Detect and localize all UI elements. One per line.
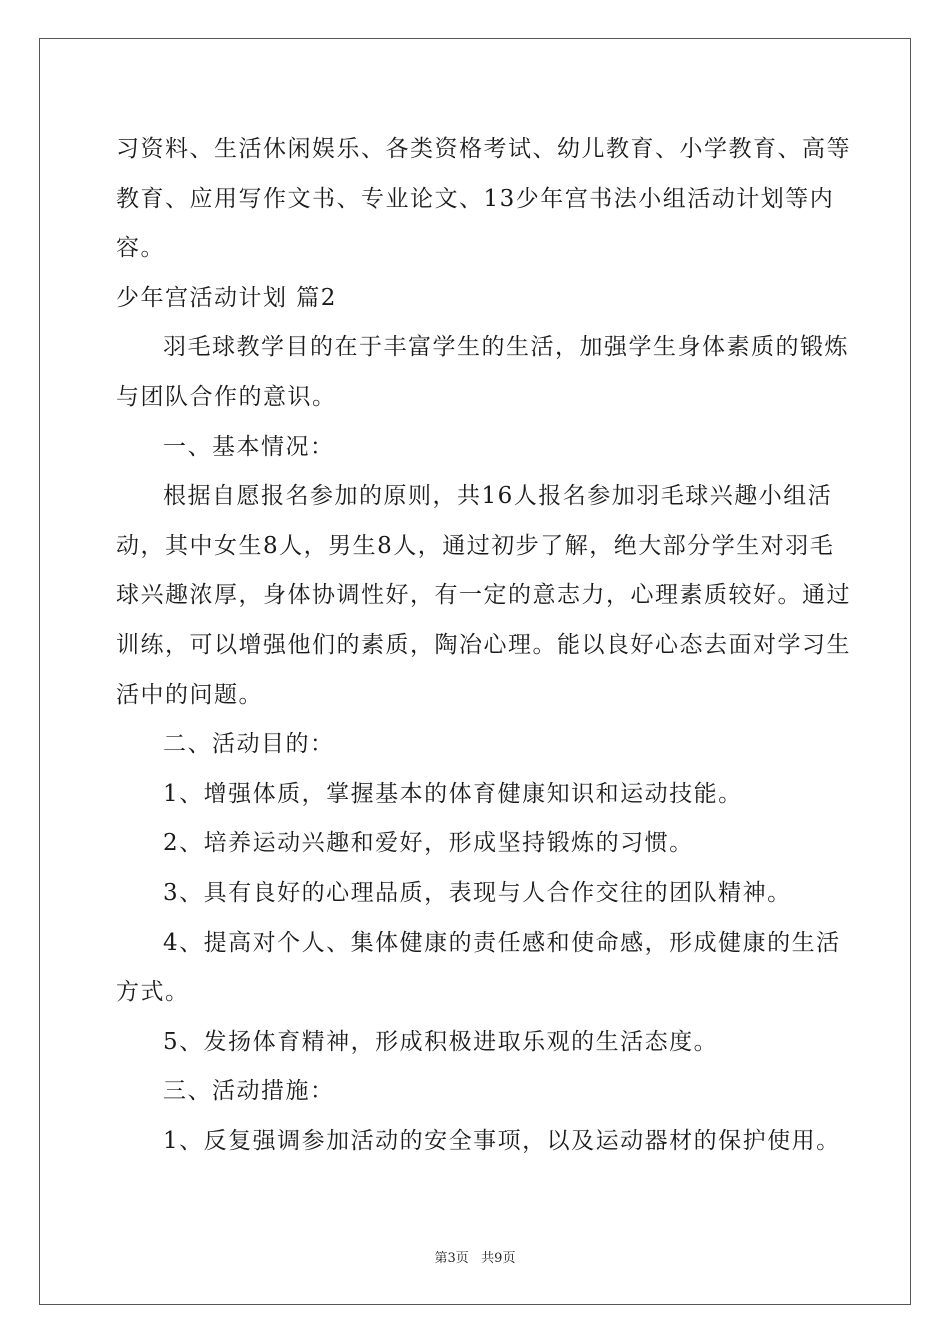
text-line: 训练，可以增强他们的素质，陶冶心理。能以良好心态去面对学习生 [116, 631, 851, 658]
text-line: 容。 [116, 235, 165, 262]
list-item: 4、提高对个人、集体健康的责任感和使命感，形成健康的生活 [163, 929, 841, 956]
list-item: 5、发扬体育精神，形成积极进取乐观的生活态度。 [163, 1028, 719, 1055]
text-line: 球兴趣浓厚，身体协调性好，有一定的意志力，心理素质较好。通过 [116, 582, 851, 609]
list-item: 3、具有良好的心理品质，表现与人合作交往的团队精神。 [163, 879, 792, 906]
text-line: 方式。 [116, 979, 190, 1006]
text-line: 习资料、生活休闲娱乐、各类资格考试、幼儿教育、小学教育、高等 [116, 136, 851, 162]
subsection-heading: 三、活动措施： [163, 1078, 335, 1105]
list-item: 1、反复强调参加活动的安全事项，以及运动器材的保护使用。 [163, 1127, 841, 1154]
list-item: 2、培养运动兴趣和爱好，形成坚持锻炼的习惯。 [163, 830, 694, 857]
text-line: 羽毛球教学目的在于丰富学生的生活，加强学生身体素质的锻炼 [163, 334, 849, 361]
section-heading: 少年宫活动计划 篇2 [116, 284, 337, 311]
subsection-heading: 二、活动目的： [163, 731, 335, 758]
text-line: 根据自愿报名参加的原则，共16人报名参加羽毛球兴趣小组活 [163, 483, 833, 510]
subsection-heading: 一、基本情况： [163, 433, 335, 460]
text-line: 活中的问题。 [116, 681, 263, 708]
list-item: 1、增强体质，掌握基本的体育健康知识和运动技能。 [163, 780, 743, 807]
document-body [116, 125, 851, 1166]
text-line: 与团队合作的意识。 [116, 383, 337, 410]
page-number-footer: 第3页 共9页 [434, 1251, 516, 1266]
text-line: 动，其中女生8人，男生8人，通过初步了解，绝大部分学生对羽毛 [116, 532, 835, 559]
text-line: 教育、应用写作文书、专业论文、13少年宫书法小组活动计划等内 [116, 185, 835, 212]
